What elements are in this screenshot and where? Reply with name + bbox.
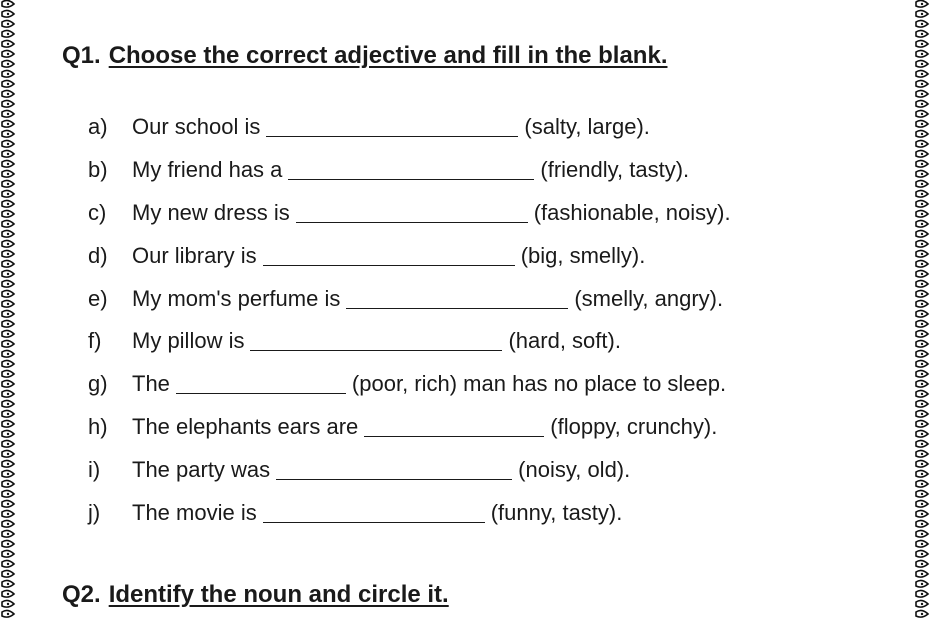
border-chain-dot (7, 363, 9, 365)
border-chain-dot (7, 213, 9, 215)
item-options: (floppy, crunchy). (550, 414, 718, 440)
border-chain-dot (921, 333, 923, 335)
border-chain-dot (921, 503, 923, 505)
border-chain-dot (7, 373, 9, 375)
border-chain-dot (921, 583, 923, 585)
border-chain-dot (921, 283, 923, 285)
border-chain-dot (921, 93, 923, 95)
border-chain-dot (7, 293, 9, 295)
item-options: (hard, soft). (508, 328, 621, 354)
border-chain-dot (921, 393, 923, 395)
border-chain-dot (921, 353, 923, 355)
border-chain-dot (921, 613, 923, 615)
border-chain-dot (921, 543, 923, 545)
answer-blank[interactable] (250, 326, 502, 351)
list-item (88, 198, 731, 241)
border-chain-dot (921, 183, 923, 185)
answer-blank[interactable] (176, 369, 346, 394)
answer-blank[interactable] (263, 498, 485, 523)
border-chain-dot (7, 613, 9, 615)
border-chain-dot (7, 313, 9, 315)
border-chain-dot (7, 323, 9, 325)
border-chain-dot (921, 213, 923, 215)
border-chain-dot (921, 43, 923, 45)
border-chain-dot (7, 413, 9, 415)
item-letter: c) (88, 199, 107, 225)
border-chain-dot (921, 573, 923, 575)
item-letter: a) (88, 114, 108, 139)
border-chain-dot (7, 53, 9, 55)
border-chain-dot (921, 163, 923, 165)
border-chain-dot (921, 223, 923, 225)
right-decorative-border (914, 0, 930, 620)
item-sentence-start: The elephants ears are (132, 414, 359, 440)
border-chain-dot (921, 523, 923, 525)
border-chain-dot (921, 373, 923, 375)
border-chain-dot (7, 173, 9, 175)
border-chain-dot (7, 73, 9, 75)
item-letter: h) (88, 414, 108, 440)
border-chain-dot (921, 203, 923, 205)
border-chain-dot (7, 163, 9, 165)
border-chain-dot (7, 133, 9, 135)
border-chain-dot (921, 313, 923, 315)
border-chain-dot (7, 473, 9, 475)
item-sentence-start: My friend has a (132, 156, 283, 182)
item-sentence-start: Our school is (132, 114, 261, 139)
border-chain-dot (7, 483, 9, 485)
border-chain-dot (7, 503, 9, 505)
border-chain-dot (7, 513, 9, 515)
border-chain-dot (7, 283, 9, 285)
item-sentence-start: My pillow is (132, 328, 245, 354)
item-options: (smelly, angry). (574, 285, 724, 311)
border-chain-dot (921, 553, 923, 555)
border-chain-dot (7, 523, 9, 525)
item-letter: f) (88, 328, 102, 354)
item-sentence-start: The movie is (132, 500, 257, 526)
list-item (88, 369, 731, 412)
border-chain-dot (7, 463, 9, 465)
border-chain-dot (7, 443, 9, 445)
border-chain-dot (7, 533, 9, 535)
border-chain-dot (921, 263, 923, 265)
border-chain-dot (921, 73, 923, 75)
item-letter: i) (88, 457, 101, 483)
border-chain-dot (921, 83, 923, 85)
border-chain-dot (7, 63, 9, 65)
border-chain-dot (921, 293, 923, 295)
question-1-number: Q1. (62, 42, 101, 69)
question-1-title: Choose the correct adjective and fill in the blank. (108, 42, 668, 69)
item-options: (salty, large). (524, 114, 650, 139)
item-sentence-start: My new dress is (132, 199, 290, 225)
item-options: (big, smelly). (520, 242, 646, 268)
border-chain-dot (921, 483, 923, 485)
border-chain-dot (7, 183, 9, 185)
border-chain-dot (921, 273, 923, 275)
border-chain-dot (7, 223, 9, 225)
border-chain-dot (921, 173, 923, 175)
border-chain-dot (7, 43, 9, 45)
question-2-title: Identify the noun and circle it. (108, 581, 449, 608)
border-chain-dot (921, 13, 923, 15)
border-chain-dot (7, 23, 9, 25)
item-letter: d) (88, 242, 108, 268)
border-chain-dot (7, 113, 9, 115)
border-chain-dot (7, 33, 9, 35)
answer-blank[interactable] (263, 241, 515, 266)
item-options: (fashionable, noisy). (533, 199, 731, 225)
border-chain-dot (7, 243, 9, 245)
border-chain-dot (921, 253, 923, 255)
border-chain-dot (921, 153, 923, 155)
border-chain-dot (7, 493, 9, 495)
border-chain-dot (7, 543, 9, 545)
border-chain-dot (921, 233, 923, 235)
item-sentence-start: The (132, 371, 170, 397)
border-chain-dot (921, 463, 923, 465)
item-options: (poor, rich) man has no place to sleep. (351, 371, 727, 397)
item-sentence-start: Our library is (132, 242, 257, 268)
left-decorative-border (0, 0, 16, 620)
list-item (88, 412, 731, 455)
answer-blank[interactable] (364, 412, 544, 437)
list-item (88, 498, 731, 541)
border-chain-dot (7, 203, 9, 205)
border-chain-dot (921, 133, 923, 135)
border-chain-dot (921, 323, 923, 325)
border-chain-dot (921, 533, 923, 535)
answer-blank[interactable] (276, 455, 512, 480)
border-chain-dot (7, 233, 9, 235)
border-chain-dot (7, 303, 9, 305)
item-options: (noisy, old). (518, 457, 631, 483)
border-chain-dot (921, 53, 923, 55)
question-2-number: Q2. (62, 581, 101, 608)
border-chain-dot (7, 603, 9, 605)
border-chain-dot (7, 103, 9, 105)
border-chain-dot (921, 113, 923, 115)
question-2-heading (62, 581, 449, 609)
item-sentence-start: My mom's perfume is (132, 285, 341, 311)
item-options: (friendly, tasty). (540, 156, 690, 182)
item-letter: j) (88, 500, 101, 526)
border-chain-dot (921, 103, 923, 105)
question-1-heading (62, 42, 667, 70)
list-item (88, 241, 731, 284)
list-item (88, 112, 731, 155)
border-chain-dot (921, 563, 923, 565)
border-chain-dot (921, 23, 923, 25)
border-chain-dot (7, 353, 9, 355)
border-chain-dot (7, 13, 9, 15)
border-chain-dot (7, 383, 9, 385)
border-chain-dot (921, 363, 923, 365)
border-chain-dot (7, 3, 9, 5)
list-item (88, 326, 731, 369)
border-chain-dot (7, 93, 9, 95)
border-chain-dot (921, 403, 923, 405)
fill-in-blank-list (88, 112, 731, 541)
border-chain-dot (7, 423, 9, 425)
border-chain-dot (7, 563, 9, 565)
border-chain-dot (921, 383, 923, 385)
item-letter: e) (88, 285, 108, 311)
border-chain-dot (921, 513, 923, 515)
border-chain-dot (921, 413, 923, 415)
border-chain-dot (7, 333, 9, 335)
border-chain-dot (921, 33, 923, 35)
item-options: (funny, tasty). (490, 500, 623, 526)
border-chain-dot (921, 123, 923, 125)
border-chain-dot (7, 593, 9, 595)
border-chain-dot (7, 453, 9, 455)
left-border-pattern (0, 0, 16, 620)
answer-blank[interactable] (296, 198, 528, 223)
border-chain-dot (7, 583, 9, 585)
answer-blank[interactable] (266, 112, 518, 137)
border-chain-dot (7, 193, 9, 195)
border-chain-dot (7, 123, 9, 125)
border-chain-dot (921, 433, 923, 435)
border-chain-dot (921, 63, 923, 65)
border-chain-dot (921, 243, 923, 245)
item-sentence-start: The party was (132, 457, 271, 483)
border-chain-dot (921, 143, 923, 145)
item-letter: b) (88, 156, 108, 182)
border-chain-dot (7, 343, 9, 345)
border-chain-dot (921, 593, 923, 595)
border-chain-dot (7, 273, 9, 275)
item-letter: g) (88, 371, 108, 397)
border-chain-dot (7, 153, 9, 155)
border-chain-dot (7, 403, 9, 405)
border-chain-dot (921, 443, 923, 445)
border-chain-dot (921, 303, 923, 305)
border-chain-dot (7, 393, 9, 395)
border-chain-dot (7, 83, 9, 85)
border-chain-dot (921, 603, 923, 605)
border-chain-dot (7, 573, 9, 575)
list-item (88, 284, 731, 327)
border-chain-dot (7, 553, 9, 555)
border-chain-dot (921, 3, 923, 5)
border-chain-dot (921, 453, 923, 455)
border-chain-dot (7, 143, 9, 145)
border-chain-dot (7, 253, 9, 255)
border-chain-dot (7, 263, 9, 265)
border-chain-dot (921, 193, 923, 195)
right-border-pattern (914, 0, 930, 620)
border-chain-dot (921, 423, 923, 425)
border-chain-dot (7, 433, 9, 435)
border-chain-dot (921, 493, 923, 495)
answer-blank[interactable] (288, 155, 534, 180)
list-item (88, 155, 731, 198)
border-chain-dot (921, 343, 923, 345)
border-chain-dot (921, 473, 923, 475)
answer-blank[interactable] (346, 284, 568, 309)
list-item (88, 455, 731, 498)
